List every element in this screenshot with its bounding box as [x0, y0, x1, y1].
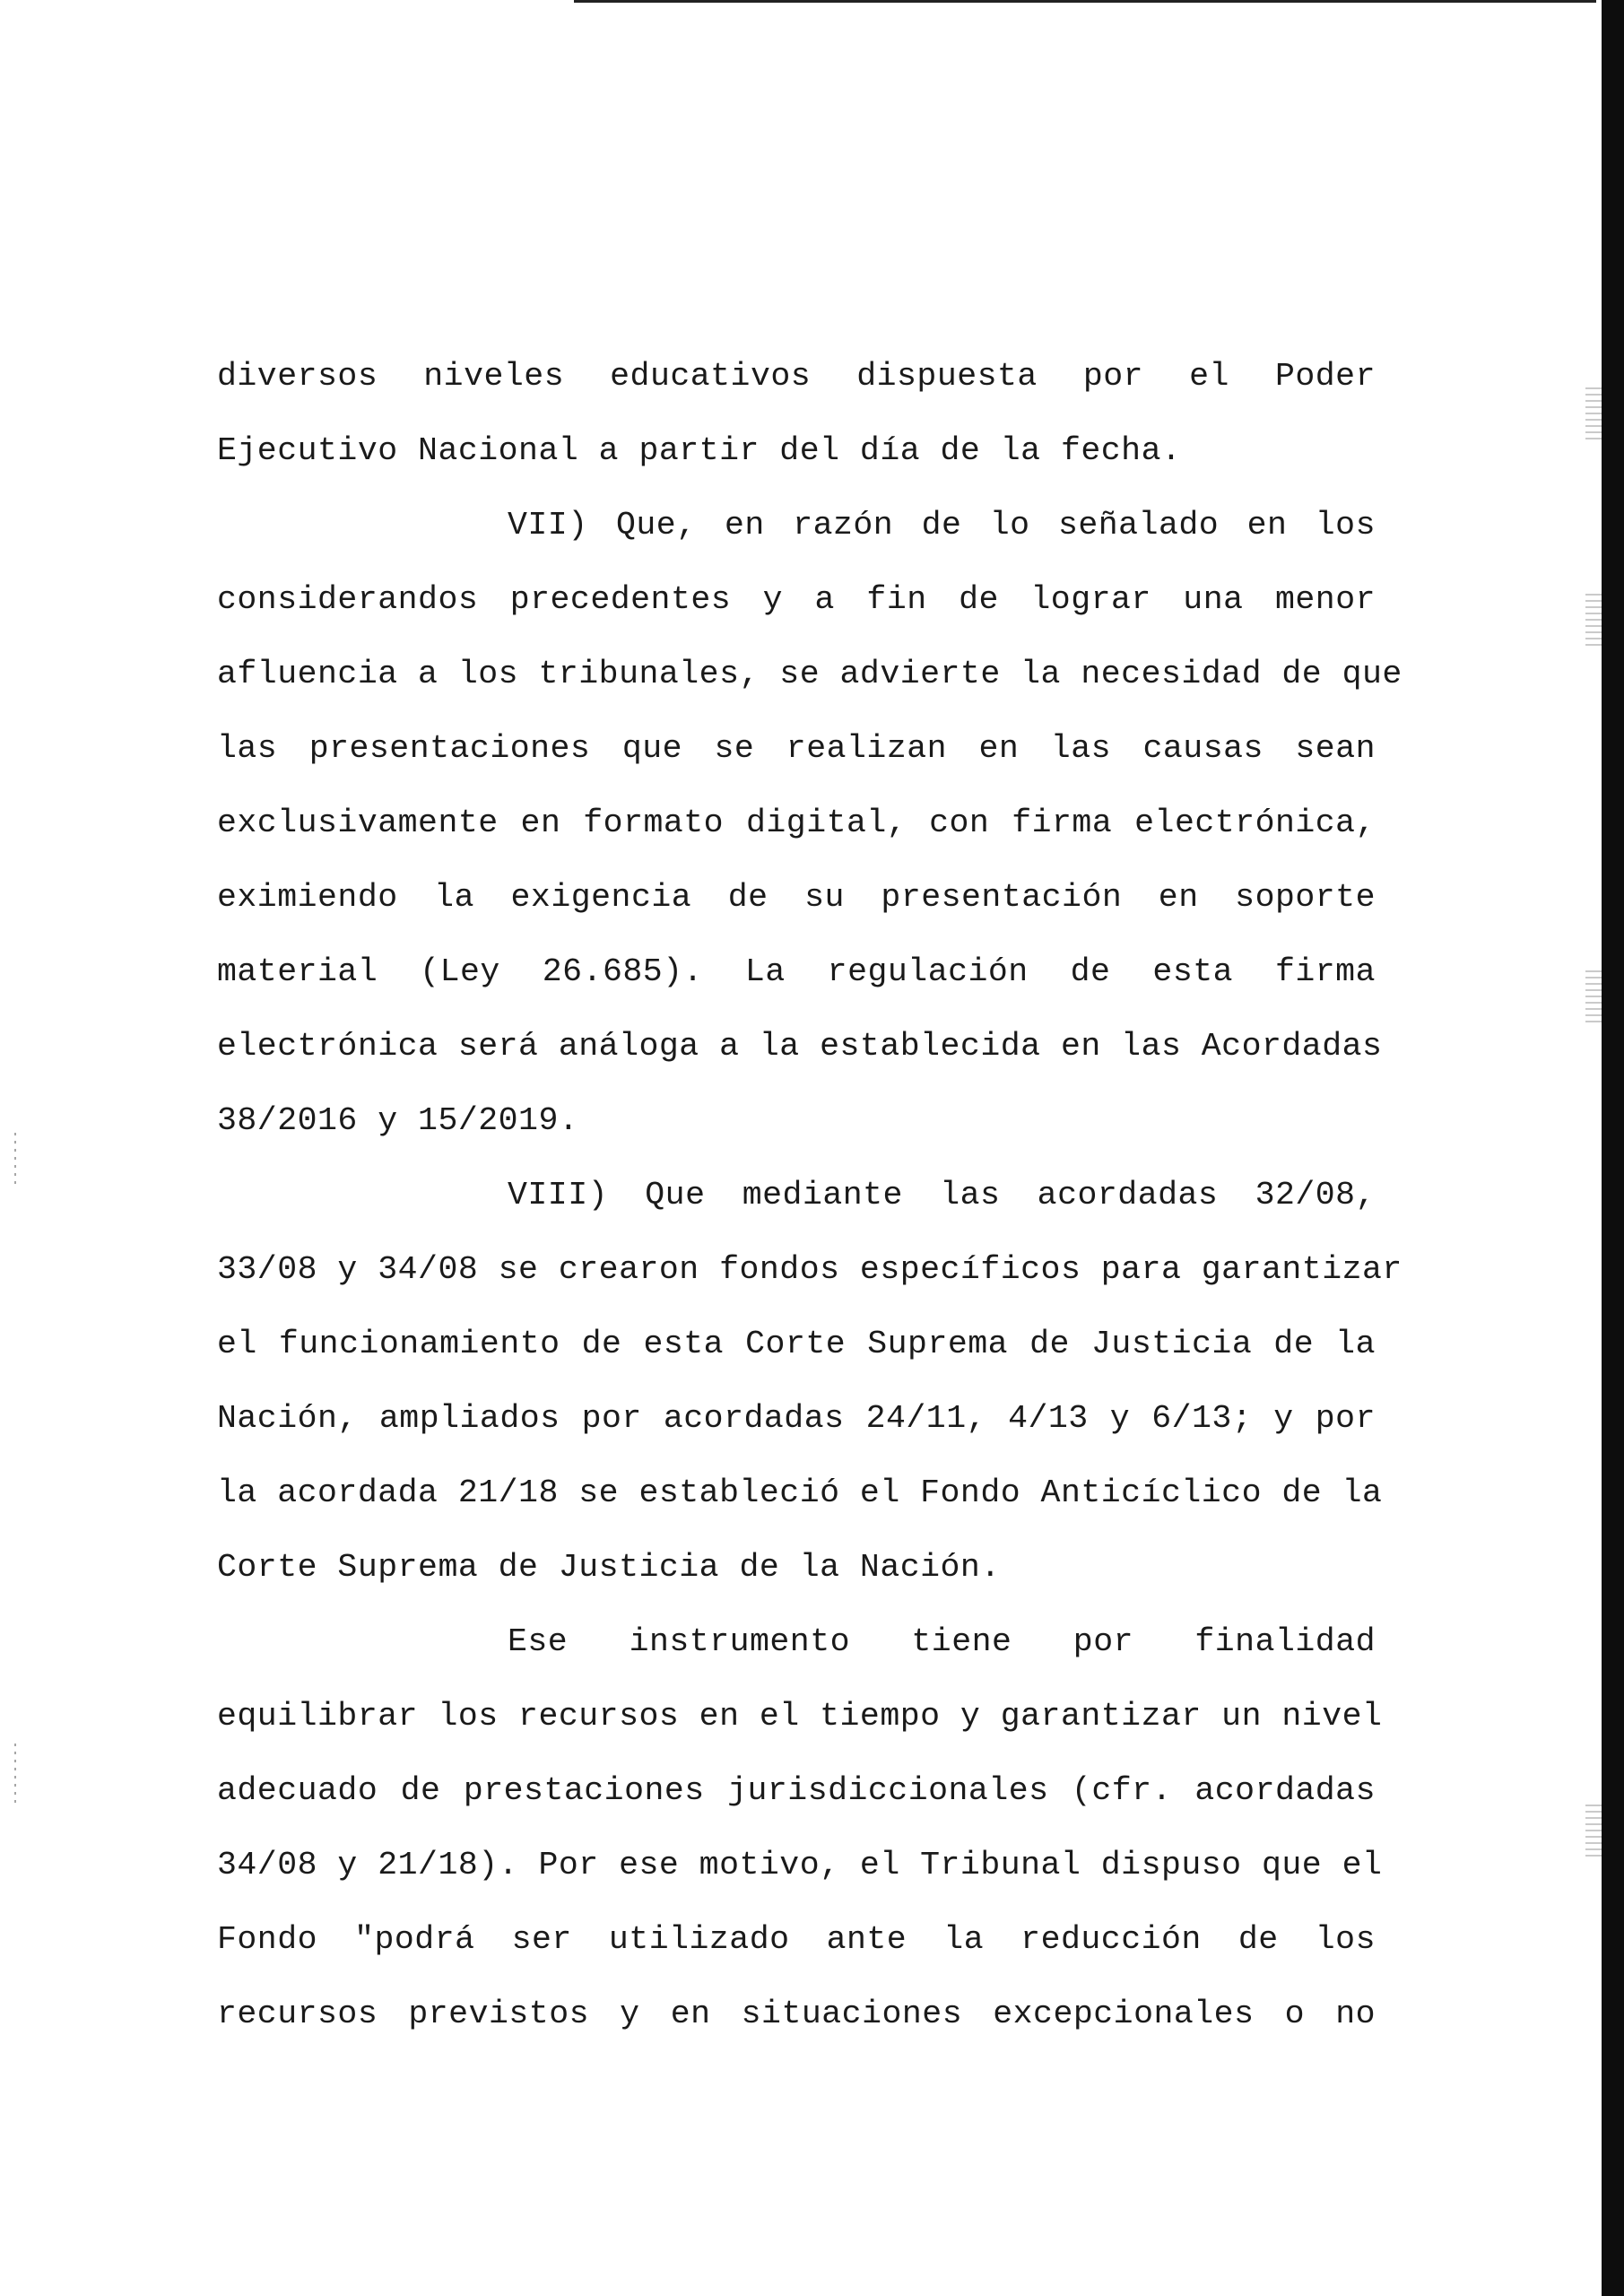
text-line: considerandos precedentes y a fin de lograr una menor — [217, 581, 1376, 618]
text-line: recursos previstos y en situaciones excepcionales o no — [217, 1996, 1376, 2032]
scan-speckle — [1585, 1803, 1602, 1857]
text-line: VII) Que, en razón de lo señalado en los — [508, 507, 1376, 544]
text-line: eximiendo la exigencia de su presentación en soporte — [217, 879, 1376, 916]
text-line: las presentaciones que se realizan en las causas sean — [217, 730, 1376, 767]
scan-top-rule — [574, 0, 1596, 3]
text-line: equilibrar los recursos en el tiempo y garantizar un nivel — [217, 1698, 1383, 1735]
scan-speckle — [1585, 386, 1602, 439]
text-line: afluencia a los tribunales, se advierte la necesidad de que — [217, 656, 1403, 692]
text-line: Ejecutivo Nacional a partir del día de la fecha. — [217, 432, 1182, 469]
text-line: Ese instrumento tiene por finalidad — [508, 1623, 1376, 1660]
text-line: adecuado de prestaciones jurisdiccionales (cfr. acordadas — [217, 1772, 1376, 1809]
text-line: 33/08 y 34/08 se crearon fondos específicos para garantizar — [217, 1251, 1403, 1288]
text-line: el funcionamiento de esta Corte Suprema de Justicia de la — [217, 1326, 1376, 1362]
text-line: electrónica será análoga a la establecida en las Acordadas — [217, 1028, 1383, 1065]
text-line: Fondo "podrá ser utilizado ante la reducción de los — [217, 1921, 1376, 1958]
scan-speckle — [1585, 969, 1602, 1022]
scan-speckle — [14, 1130, 16, 1184]
text-line: 38/2016 y 15/2019. — [217, 1102, 579, 1139]
scan-right-edge — [1602, 0, 1624, 2296]
text-line: exclusivamente en formato digital, con firma electrónica, — [217, 804, 1376, 841]
text-line: Nación, ampliados por acordadas 24/11, 4/13 y 6/13; y por — [217, 1400, 1376, 1437]
scan-speckle — [14, 1740, 16, 1803]
text-line: material (Ley 26.685). La regulación de esta firma — [217, 953, 1376, 990]
document-body — [217, 354, 1403, 2066]
scan-speckle — [1585, 592, 1602, 646]
text-line: diversos niveles educativos dispuesta por el Poder — [217, 358, 1376, 395]
text-line: VIII) Que mediante las acordadas 32/08, — [508, 1177, 1376, 1213]
text-line: la acordada 21/18 se estableció el Fondo Anticíclico de la — [217, 1474, 1383, 1511]
text-line: 34/08 y 21/18). Por ese motivo, el Tribunal dispuso que el — [217, 1847, 1383, 1883]
text-line: Corte Suprema de Justicia de la Nación. — [217, 1549, 1001, 1586]
